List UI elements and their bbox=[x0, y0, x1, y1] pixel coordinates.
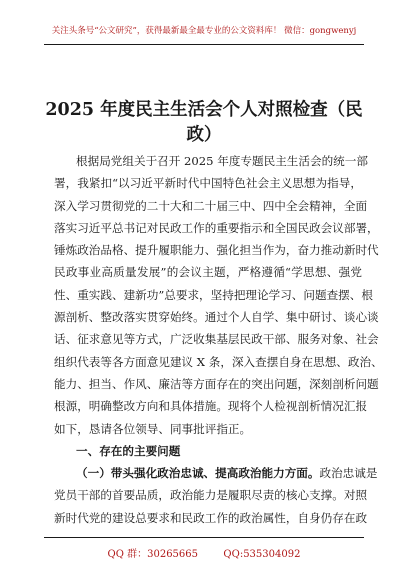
paragraph-line: 根源，明确整改方向和具体措施。现将个人检视剖析情况汇报 bbox=[54, 399, 368, 414]
document-title bbox=[44, 98, 364, 148]
paragraph-line: 源剖析、整改落实贯穿始终。通过个人自学、集中研讨、谈心谈 bbox=[54, 310, 379, 325]
paragraph-line: 深入学习贯彻党的二十大和二十届三中、四中全会精神，全面 bbox=[54, 198, 368, 213]
paragraph-line: 根据局党组关于召开 2025 年度专题民主生活会的统一部 bbox=[76, 154, 368, 168]
title-line-2: 政） bbox=[186, 125, 222, 145]
paragraph-line: 组织代表等各方面意见建议 X 条，深入查摆自身在思想、政治、 bbox=[54, 354, 383, 369]
title-line-1: 2025 年度民主生活会个人对照检查（民 bbox=[45, 100, 363, 120]
paragraph-line: 锤炼政治品格、提升履职能力、强化担当作为，奋力推动新时代 bbox=[54, 243, 379, 258]
subsection-text-start: 政治忠诚是 bbox=[319, 466, 378, 481]
subsection-first-line bbox=[54, 462, 378, 484]
header-divider bbox=[44, 44, 364, 45]
paragraph-line: 落实习近平总书记对民政工作的重要指示和全国民政会议部署， bbox=[54, 220, 379, 235]
paragraph-line: 性、重实践、建新功”总要求，坚持把理论学习、问题查摆、根 bbox=[54, 287, 373, 302]
paragraph-line: 新时代党的建设总要求和民政工作的政治属性，自身仍存在政 bbox=[54, 510, 368, 525]
paragraph-line: 民政事业高质量发展”的会议主题，严格遵循“学思想、强党 bbox=[54, 265, 362, 280]
paragraph-line: 话、征求意见等方式，广泛收集基层民政干部、服务对象、社会 bbox=[54, 332, 379, 347]
header-promo-text: 关注头条号“公文研究”，获得最新最全最专业的公文资料库！ 微信：gongwenyj bbox=[51, 26, 357, 36]
paragraph-line: 如下，恳请各位领导、同事批评指正。 bbox=[54, 421, 252, 436]
section-heading: 一、存在的主要问题 bbox=[76, 443, 181, 458]
footer-divider bbox=[44, 537, 364, 538]
paragraph-line: 党员干部的首要品质，政治能力是履职尽责的核心支撑。对照 bbox=[54, 488, 368, 503]
paragraph-line: 能力、担当、作风、廉洁等方面存在的突出问题，深刻剖析问题 bbox=[54, 376, 379, 391]
document-body bbox=[54, 150, 383, 529]
paragraph-line: 署，我紧扣“以习近平新时代中国特色社会主义思想为指导， bbox=[54, 176, 362, 191]
subsection-title: （一）带头强化政治忠诚、提高政治能力方面。 bbox=[76, 466, 320, 481]
footer-contact-text: QQ 群：30265665 QQ:535304092 bbox=[107, 549, 301, 560]
